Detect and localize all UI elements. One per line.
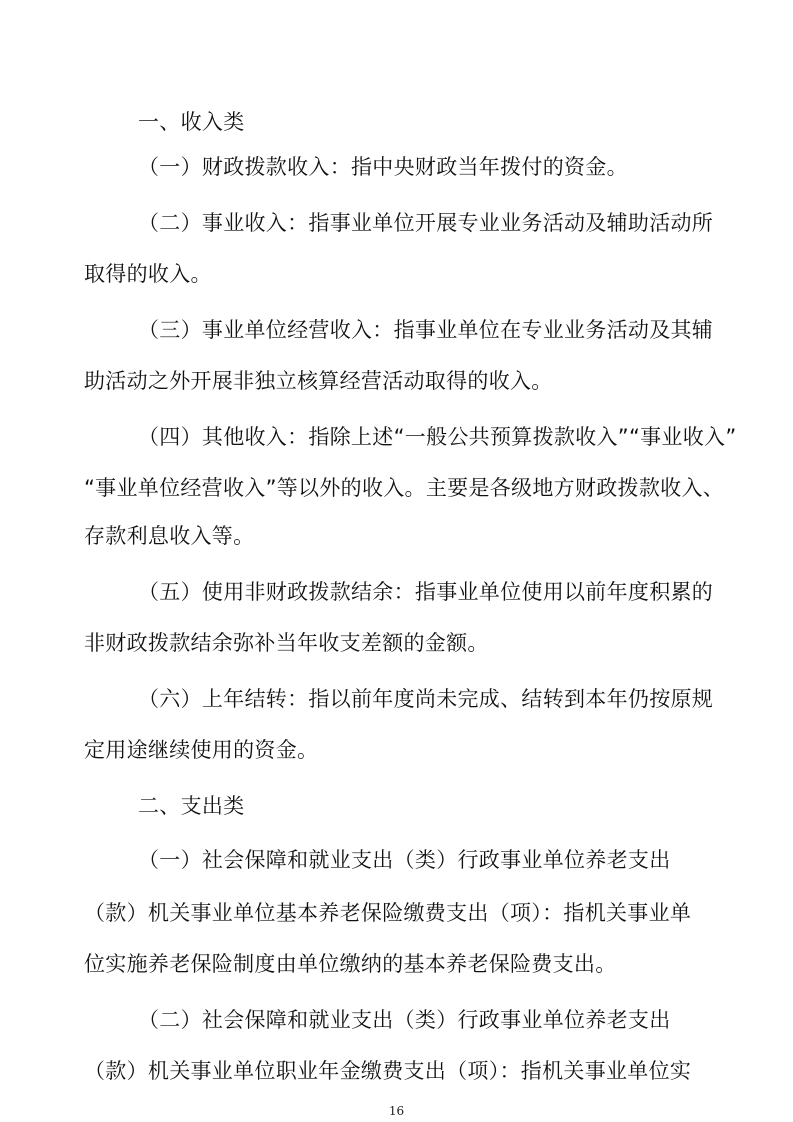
paragraph-line: （二）事业收入：指事业单位开展专业业务活动及辅助活动所 (138, 211, 714, 235)
paragraph-line: （五）使用非财政拨款结余：指事业单位使用以前年度积累的 (138, 580, 714, 604)
paragraph-line: （二）社会保障和就业支出（类）行政事业单位养老支出 (138, 1008, 671, 1032)
paragraph-line: “事业单位经营收入”等以外的收入。主要是各级地方财政拨款收入、 (84, 476, 725, 500)
section-heading-income: 一、收入类 (138, 110, 245, 134)
paragraph-line: （四）其他收入：指除上述“一般公共预算拨款收入”“事业收入” (138, 425, 737, 449)
paragraph-line: 定用途继续使用的资金。 (84, 738, 319, 762)
paragraph-line: （一）财政拨款收入：指中央财政当年拨付的资金。 (138, 155, 628, 179)
section-heading-expenditure: 二、支出类 (138, 794, 245, 818)
paragraph-line: 助活动之外开展非独立核算经营活动取得的收入。 (84, 369, 553, 393)
paragraph-line: 非财政拨款结余弥补当年收支差额的金额。 (84, 631, 489, 655)
paragraph-line: （三）事业单位经营收入：指事业单位在专业业务活动及其辅 (138, 318, 714, 342)
paragraph-line: （款）机关事业单位职业年金缴费支出（项）：指机关事业单位实 (84, 1059, 692, 1083)
paragraph-line: （六）上年结转：指以前年度尚未完成、结转到本年仍按原规 (138, 687, 714, 711)
paragraph-line: （款）机关事业单位基本养老保险缴费支出（项）：指机关事业单 (84, 901, 692, 925)
paragraph-line: 存款利息收入等。 (84, 524, 255, 548)
paragraph-line: 取得的收入。 (84, 262, 212, 286)
paragraph-line: 位实施养老保险制度由单位缴纳的基本养老保险费支出。 (84, 952, 617, 976)
paragraph-line: （一）社会保障和就业支出（类）行政事业单位养老支出 (138, 848, 671, 872)
page-number: 16 (388, 1104, 405, 1118)
